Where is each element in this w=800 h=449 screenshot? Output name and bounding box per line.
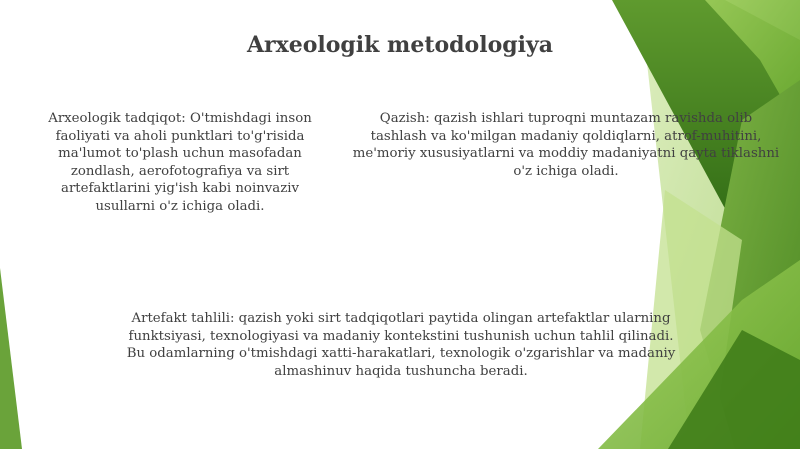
excavation-paragraph: Qazish: qazish ishlari tuproqni muntazam ravishda olib tashlash va ko'milgan madaniy qoldiqlarni, atrof-muhitini, me'moriy xususiyatlarni va moddiy madaniyatni qayta tiklashni o'z ichiga oladi. bbox=[352, 111, 780, 179]
survey-paragraph: Arxeologik tadqiqot: O'tmishdagi inson faoliyati va aholi punktlari to'g'risida ma'lumot to'plash uchun masofadan zondlash, aerofotografiya va sirt artefaktlarini yig'ish kabi noinvaziv usullarni o'z ichiga oladi. bbox=[48, 111, 312, 214]
slide-title: Arxeologik metodologiya bbox=[246, 32, 554, 58]
facet-left-edge bbox=[0, 268, 22, 449]
artifact-analysis-paragraph: Artefakt tahlili: qazish yoki sirt tadqiqotlari paytida olingan artefaktlar ularning funktsiyasi, texnologiyasi va madaniy kontekstini tushunish uchun tahlil qilinadi. Bu odamlarning o'tmishdagi xatti-harakatlari, texnologik o'zgarishlar va madaniy almashinuv haqida tushuncha beradi. bbox=[126, 311, 676, 379]
